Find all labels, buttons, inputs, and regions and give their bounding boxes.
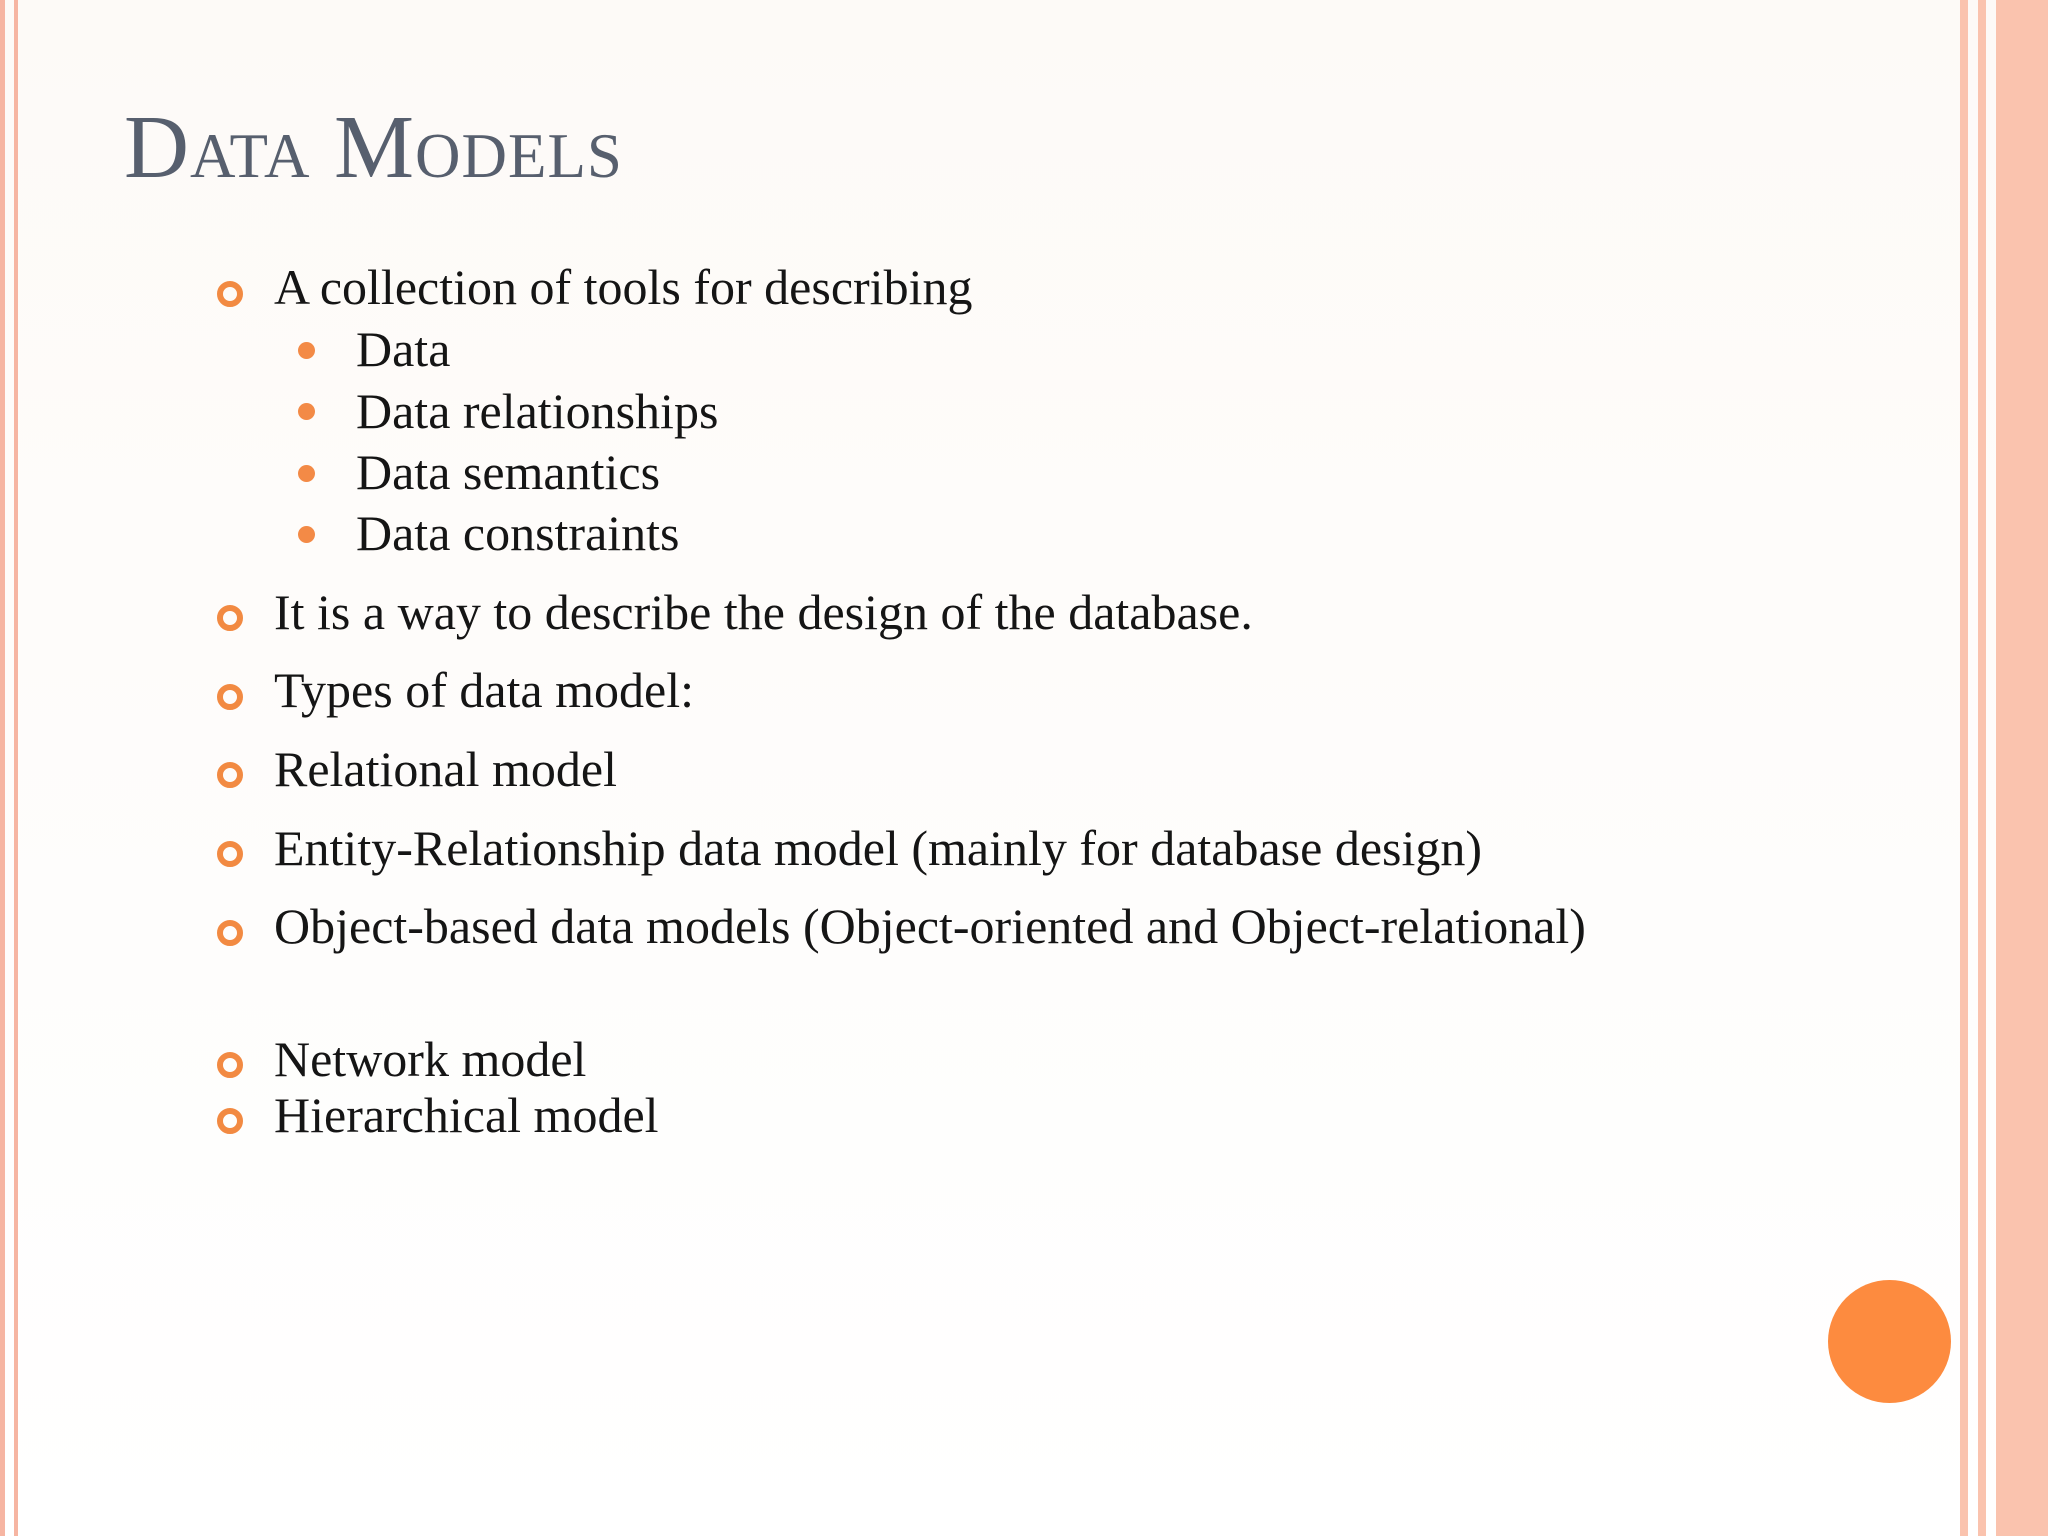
bullet-text: Hierarchical model [274, 1087, 659, 1143]
ring-bullet-icon [217, 841, 243, 867]
bullet-text: Entity-Relationship data model (mainly for database design) [274, 820, 1483, 876]
ring-bullet-icon [217, 281, 243, 307]
ring-bullet-icon [217, 920, 243, 946]
ring-bullet-icon [217, 1052, 243, 1078]
bullet-text: Types of data model: [274, 662, 694, 718]
sub-bullet-text: Data [356, 321, 451, 377]
decorative-circle [1828, 1280, 1951, 1403]
sub-bullet-text: Data constraints [356, 505, 680, 561]
dot-bullet-icon [298, 465, 315, 482]
slide-title: Data Models [124, 98, 623, 197]
ring-bullet-icon [217, 1108, 243, 1134]
bullet-text: Network model [274, 1031, 587, 1087]
bullet-text: A collection of tools for describing [274, 259, 973, 315]
bullet-text: Relational model [274, 741, 617, 797]
dot-bullet-icon [298, 526, 315, 543]
dot-bullet-icon [298, 342, 315, 359]
bullet-text: Object-based data models (Object-oriented and Object-relational) [274, 898, 1586, 954]
sub-bullet-text: Data semantics [356, 444, 661, 500]
ring-bullet-icon [217, 684, 243, 710]
bullet-text: It is a way to describe the design of the database. [274, 584, 1253, 640]
dot-bullet-icon [298, 403, 315, 420]
ring-bullet-icon [217, 762, 243, 788]
ring-bullet-icon [217, 605, 243, 631]
sub-bullet-text: Data relationships [356, 383, 719, 439]
